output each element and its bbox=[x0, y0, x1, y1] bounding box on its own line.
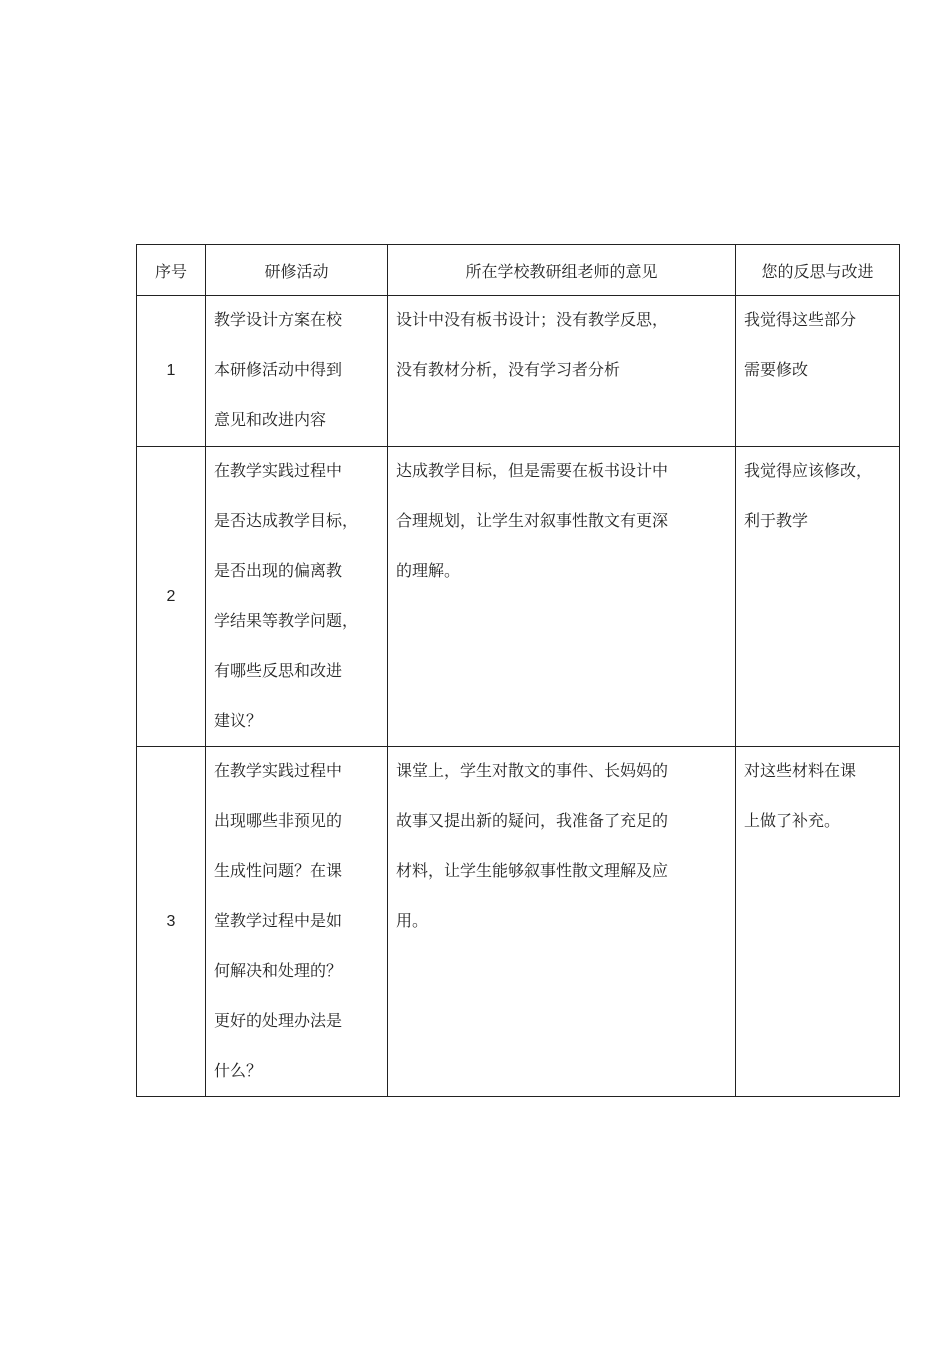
row-number: 3 bbox=[137, 747, 206, 1097]
table-row bbox=[137, 447, 900, 747]
activity-cell bbox=[206, 447, 388, 747]
row-number: 2 bbox=[137, 447, 206, 747]
reflection-text: 对这些材料在课 上做了补充。 bbox=[744, 761, 857, 830]
activity-text: 在教学实践过程中 出现哪些非预见的 生成性问题？在课 堂教学过程中是如 何解决和处理的？ 更好的处理办法是 什么？ bbox=[214, 761, 343, 1080]
opinion-cell bbox=[388, 747, 736, 1097]
row-number: 1 bbox=[137, 296, 206, 447]
opinion-text: 达成教学目标，但是需要在板书设计中 合理规划，让学生对叙事性散文有更深 的理解。 bbox=[396, 461, 669, 580]
reflection-text: 我觉得应该修改， 利于教学 bbox=[744, 461, 873, 530]
reflection-text: 我觉得这些部分 需要修改 bbox=[744, 310, 857, 379]
activity-text: 在教学实践过程中 是否达成教学目标， 是否出现的偏离教 学结果等教学问题， 有哪些反思和改进 建议？ bbox=[214, 461, 359, 730]
reflection-cell bbox=[736, 747, 900, 1097]
table-row bbox=[137, 747, 900, 1097]
opinion-cell bbox=[388, 296, 736, 447]
activity-cell bbox=[206, 747, 388, 1097]
opinion-text: 设计中没有板书设计；没有教学反思， 没有教材分析，没有学习者分析 bbox=[396, 310, 669, 379]
header-serial-number: 序号 bbox=[137, 245, 206, 296]
header-activity: 研修活动 bbox=[206, 245, 388, 296]
activity-text: 教学设计方案在校 本研修活动中得到 意见和改进内容 bbox=[214, 310, 343, 429]
header-teacher-opinion: 所在学校教研组老师的意见 bbox=[388, 245, 736, 296]
opinion-cell bbox=[388, 447, 736, 747]
reflection-table bbox=[136, 244, 900, 1097]
reflection-cell bbox=[736, 447, 900, 747]
header-reflection: 您的反思与改进 bbox=[736, 245, 900, 296]
table-row bbox=[137, 296, 900, 447]
reflection-cell bbox=[736, 296, 900, 447]
opinion-text: 课堂上，学生对散文的事件、长妈妈的 故事又提出新的疑问，我准备了充足的 材料，让学生能够叙事性散文理解及应 用。 bbox=[396, 761, 669, 930]
table-header-row bbox=[137, 245, 900, 296]
activity-cell bbox=[206, 296, 388, 447]
